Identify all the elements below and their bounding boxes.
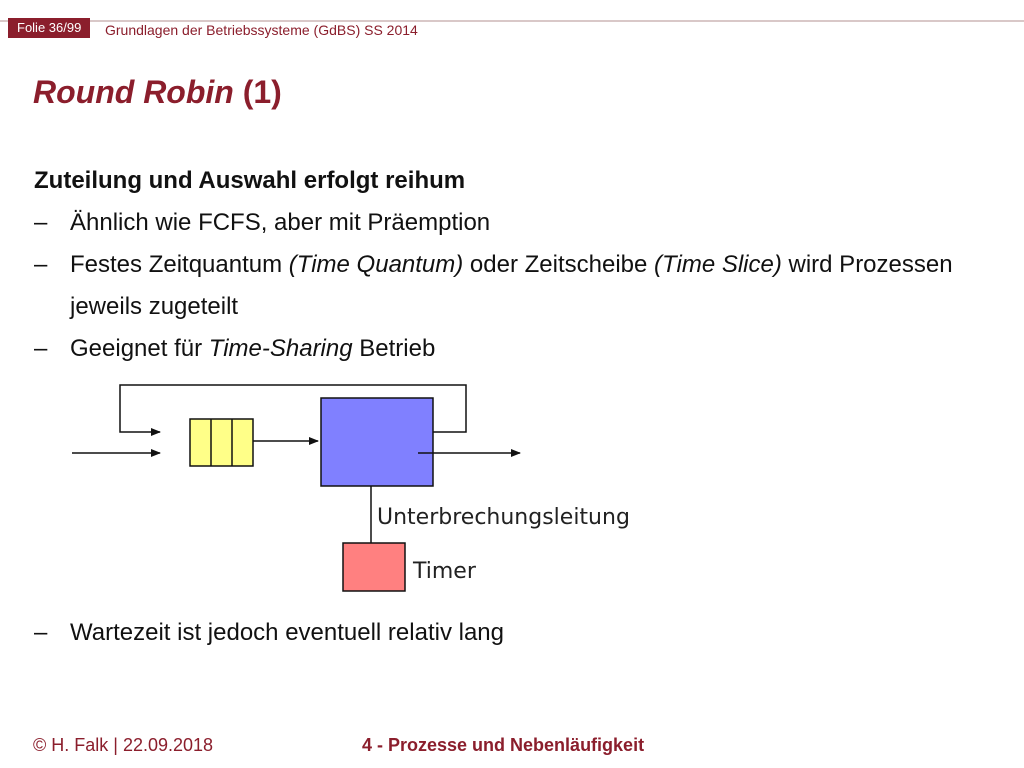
bullet-text: Festes Zeitquantum <box>70 251 289 278</box>
slide-title-italic: Round Robin <box>33 74 234 110</box>
bullet-dash: – <box>34 209 48 236</box>
term-time-quantum: (Time Quantum) <box>288 251 464 278</box>
slide-number-badge: Folie 36/99 <box>8 18 90 38</box>
bullet-dash: – <box>34 619 48 646</box>
bullet-text: Geeignet für <box>70 335 209 362</box>
bullet-dash: – <box>34 335 48 362</box>
timer-box <box>343 543 405 591</box>
course-title: Grundlagen der Betriebssysteme (GdBS) SS 2014 <box>105 22 418 38</box>
bullet-text: oder Zeitscheibe <box>463 251 655 278</box>
bullet-text: Ähnlich wie FCFS, aber mit Präemption <box>70 209 491 236</box>
term-time-slice: (Time Slice) <box>654 251 782 278</box>
bullet-text: wird Prozessen jeweils zugeteilt <box>70 251 953 320</box>
bullet-text: Betrieb <box>352 335 436 362</box>
interrupt-line-label: Unterbrechungsleitung <box>377 505 630 530</box>
footer-chapter: 4 - Prozesse und Nebenläufigkeit <box>362 735 645 755</box>
main-point: Zuteilung und Auswahl erfolgt reihum <box>34 167 466 194</box>
ready-queue <box>190 419 253 466</box>
term-time-sharing: Time-Sharing <box>208 335 353 362</box>
bullet-waiting-time <box>34 612 1024 654</box>
slide-title-suffix: (1) <box>233 74 282 110</box>
bullet-text: Wartezeit ist jedoch eventuell relativ lang <box>70 619 504 646</box>
timer-label: Timer <box>413 559 476 584</box>
cpu-box <box>321 398 433 486</box>
bullet-dash: – <box>34 251 48 278</box>
footer-author-date: © H. Falk | 22.09.2018 <box>33 735 214 755</box>
